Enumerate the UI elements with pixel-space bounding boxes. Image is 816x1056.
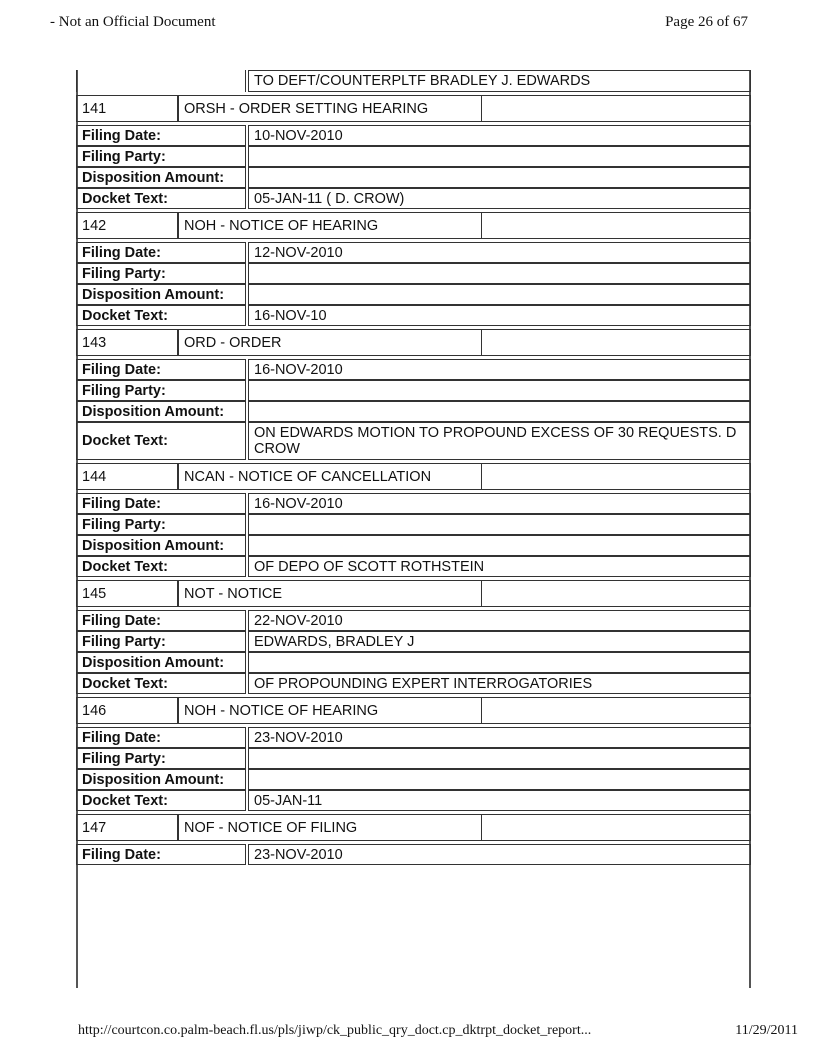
docket-text-label: Docket Text: xyxy=(76,790,246,811)
filing-party-label: Filing Party: xyxy=(76,514,246,535)
docket-text-value: 05-JAN-11 ( D. CROW) xyxy=(248,188,751,209)
disposition-amount-row xyxy=(76,769,751,790)
filing-date-row xyxy=(76,125,751,146)
entry-header-row xyxy=(76,697,751,724)
page-header-title: - Not an Official Document xyxy=(50,14,216,30)
docket-text-label: Docket Text: xyxy=(76,305,246,326)
filing-date-value: 23-NOV-2010 xyxy=(248,727,751,748)
continued-label-cell xyxy=(76,70,246,92)
entry-code: NOH - NOTICE OF HEARING xyxy=(179,213,482,238)
filing-party-value xyxy=(248,146,751,167)
filing-party-row xyxy=(76,380,751,401)
filing-date-value: 23-NOV-2010 xyxy=(248,844,751,865)
docket-text-value: OF PROPOUNDING EXPERT INTERROGATORIES xyxy=(248,673,751,694)
entry-code: NOF - NOTICE OF FILING xyxy=(179,815,482,840)
filing-date-label: Filing Date: xyxy=(76,359,246,380)
entry-code: ORSH - ORDER SETTING HEARING xyxy=(179,96,482,121)
entry-number: 144 xyxy=(77,464,179,489)
filing-party-row xyxy=(76,514,751,535)
docket-text-value: ON EDWARDS MOTION TO PROPOUND EXCESS OF 30 REQUESTS. D CROW xyxy=(248,422,751,460)
entry-code: NOH - NOTICE OF HEARING xyxy=(179,698,482,723)
filing-party-value xyxy=(248,748,751,769)
footer-url: http://courtcon.co.palm-beach.fl.us/pls/jiwp/ck_public_qry_doct.cp_dktrpt_docket_report... xyxy=(78,1023,592,1038)
filing-date-label: Filing Date: xyxy=(76,727,246,748)
filing-party-label: Filing Party: xyxy=(76,748,246,769)
entry-number: 145 xyxy=(77,581,179,606)
filing-party-label: Filing Party: xyxy=(76,146,246,167)
filing-date-value: 10-NOV-2010 xyxy=(248,125,751,146)
disposition-amount-label: Disposition Amount: xyxy=(76,652,246,673)
disposition-amount-value xyxy=(248,535,751,556)
filing-date-row xyxy=(76,844,751,865)
disposition-amount-label: Disposition Amount: xyxy=(76,401,246,422)
filing-date-label: Filing Date: xyxy=(76,125,246,146)
disposition-amount-row xyxy=(76,535,751,556)
filing-party-label: Filing Party: xyxy=(76,631,246,652)
disposition-amount-row xyxy=(76,284,751,305)
disposition-amount-value xyxy=(248,167,751,188)
disposition-amount-row xyxy=(76,401,751,422)
docket-text-label: Docket Text: xyxy=(76,188,246,209)
disposition-amount-label: Disposition Amount: xyxy=(76,769,246,790)
filing-date-row xyxy=(76,242,751,263)
filing-party-row xyxy=(76,748,751,769)
filing-date-value: 16-NOV-2010 xyxy=(248,493,751,514)
page-number: Page 26 of 67 xyxy=(665,14,748,30)
entry-header-row xyxy=(76,814,751,841)
filing-date-value: 16-NOV-2010 xyxy=(248,359,751,380)
docket-text-value: 05-JAN-11 xyxy=(248,790,751,811)
entry-number: 142 xyxy=(77,213,179,238)
filing-date-value: 22-NOV-2010 xyxy=(248,610,751,631)
filing-party-row xyxy=(76,631,751,652)
disposition-amount-value xyxy=(248,769,751,790)
docket-text-value: 16-NOV-10 xyxy=(248,305,751,326)
entry-number: 143 xyxy=(77,330,179,355)
filing-party-row xyxy=(76,146,751,167)
filing-party-value xyxy=(248,514,751,535)
filing-date-label: Filing Date: xyxy=(76,844,246,865)
docket-text-row xyxy=(76,305,751,326)
continued-row xyxy=(76,70,751,92)
docket-text-value: OF DEPO OF SCOTT ROTHSTEIN xyxy=(248,556,751,577)
disposition-amount-row xyxy=(76,167,751,188)
disposition-amount-value xyxy=(248,401,751,422)
entry-code: NCAN - NOTICE OF CANCELLATION xyxy=(179,464,482,489)
entry-header-row xyxy=(76,329,751,356)
docket-text-label: Docket Text: xyxy=(76,556,246,577)
docket-text-row xyxy=(76,790,751,811)
docket-text-row xyxy=(76,673,751,694)
disposition-amount-label: Disposition Amount: xyxy=(76,535,246,556)
filing-date-label: Filing Date: xyxy=(76,493,246,514)
filing-date-label: Filing Date: xyxy=(76,610,246,631)
filing-party-value xyxy=(248,380,751,401)
docket-text-label: Docket Text: xyxy=(76,673,246,694)
filing-party-value xyxy=(248,263,751,284)
docket-text-row xyxy=(76,556,751,577)
disposition-amount-label: Disposition Amount: xyxy=(76,284,246,305)
filing-date-row xyxy=(76,493,751,514)
docket-text-row xyxy=(76,422,751,460)
entry-number: 146 xyxy=(77,698,179,723)
entry-code: ORD - ORDER xyxy=(179,330,482,355)
filing-date-value: 12-NOV-2010 xyxy=(248,242,751,263)
filing-date-row xyxy=(76,727,751,748)
filing-date-label: Filing Date: xyxy=(76,242,246,263)
disposition-amount-value xyxy=(248,652,751,673)
entry-code: NOT - NOTICE xyxy=(179,581,482,606)
entry-header-row xyxy=(76,463,751,490)
entry-number: 141 xyxy=(77,96,179,121)
filing-party-value: EDWARDS, BRADLEY J xyxy=(248,631,751,652)
continued-docket-text: TO DEFT/COUNTERPLTF BRADLEY J. EDWARDS xyxy=(248,70,751,92)
filing-date-row xyxy=(76,610,751,631)
docket-text-label: Docket Text: xyxy=(76,422,246,460)
filing-party-label: Filing Party: xyxy=(76,263,246,284)
entry-number: 147 xyxy=(77,815,179,840)
entry-header-row xyxy=(76,212,751,239)
disposition-amount-value xyxy=(248,284,751,305)
filing-party-row xyxy=(76,263,751,284)
filing-party-label: Filing Party: xyxy=(76,380,246,401)
filing-date-row xyxy=(76,359,751,380)
disposition-amount-row xyxy=(76,652,751,673)
docket-table xyxy=(76,70,751,865)
entry-header-row xyxy=(76,95,751,122)
docket-text-row xyxy=(76,188,751,209)
footer-date: 11/29/2011 xyxy=(735,1023,798,1038)
disposition-amount-label: Disposition Amount: xyxy=(76,167,246,188)
entry-header-row xyxy=(76,580,751,607)
